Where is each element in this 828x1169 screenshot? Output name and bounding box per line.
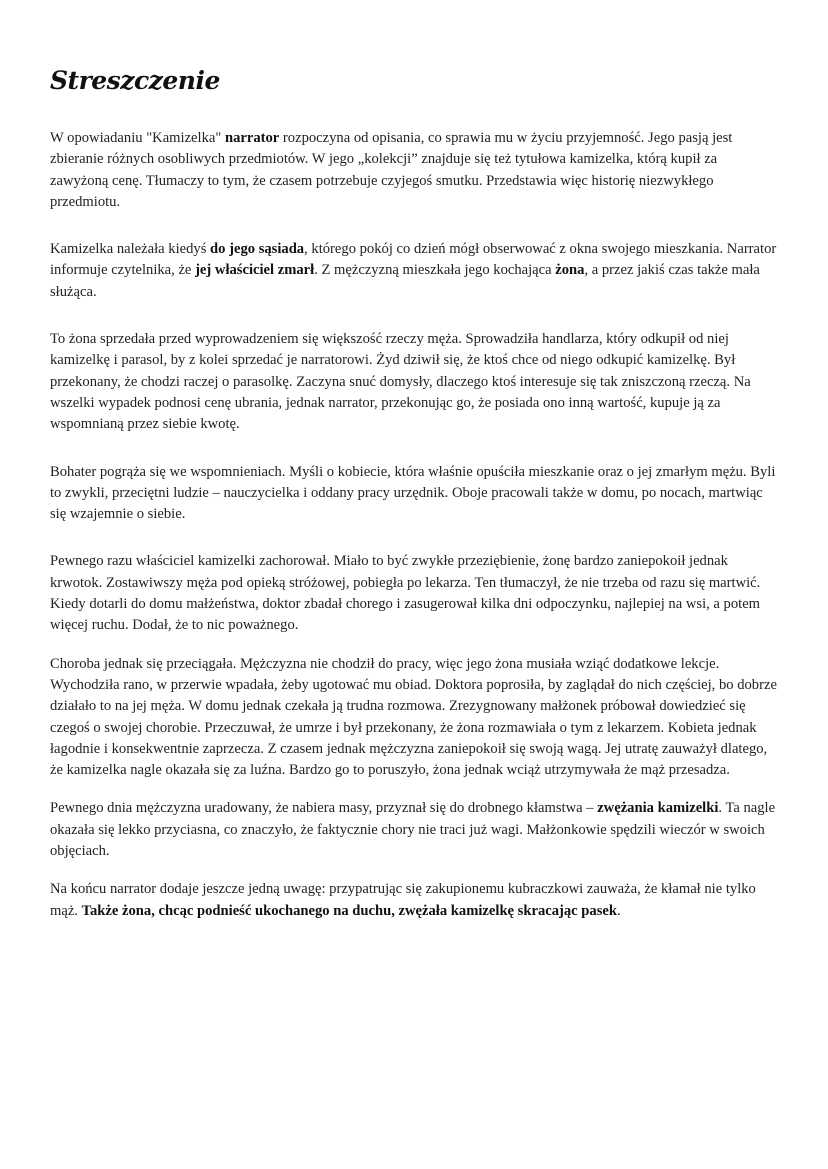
paragraph-text: . Z mężczyzną mieszkała jego kochająca	[314, 262, 556, 279]
paragraph-text: Na końcu narrator dodaje jeszcze jedną uwagę: przypatrując się zakupionemu kubraczkowi zauważa, że kłamał nie tylko mąż.	[50, 881, 756, 919]
bold-phrase: żona	[555, 262, 585, 279]
bold-phrase: do jego sąsiada	[210, 241, 305, 258]
paragraph-text: Pewnego razu właściciel kamizelki zachorował. Miało to być zwykłe przeziębienie, żonę bardzo zaniepokoił jednak krwotok. Zostawiwszy męża pod opieką stróżowej, pobiegła po lekarza. Ten tłumaczył, że nie trzeba od razu się martwić. Kiedy dotarli do domu małżeństwa, doktor zbadał chorego i zasugerował kilka dni odpoczynku, najlepiej na wsi, a potem więcej ruchu. Dodał, że to nic poważnego.	[50, 553, 761, 634]
paragraph-2	[50, 239, 778, 303]
paragraph-text: W opowiadaniu "Kamizelka"	[50, 130, 225, 146]
paragraph-text: .	[617, 902, 621, 919]
paragraph-text: . Ta nagle okazała się lekko przyciasna, co znaczyło, że faktycznie chory nie traci już wagi. Małżonkowie spędzili wieczór w swoich objęciach.	[50, 800, 776, 860]
paragraph-text: , a przez jakiś czas także mała służąca.	[50, 262, 760, 300]
paragraph-6	[50, 654, 778, 782]
bold-phrase: jej właściciel zmarł	[195, 262, 315, 279]
paragraph-text: Pewnego dnia mężczyzna uradowany, że nabiera masy, przyznał się do drobnego kłamstwa –	[50, 800, 598, 817]
paragraph-7	[50, 798, 778, 862]
paragraph-3	[50, 329, 778, 435]
paragraph-4	[50, 462, 778, 526]
paragraph-8	[50, 879, 778, 922]
paragraph-text: To żona sprzedała przed wyprowadzeniem się większość rzeczy męża. Sprowadziła handlarza, który odkupił od niej kamizelkę i parasol, by z kolei sprzedać je narratorowi. Żyd dziwił się, że ktoś chce od niego odkupić kamizelkę. Był przekonany, że chodzi raczej o parasolkę. Zaczyna snuć domysły, dlaczego ktoś interesuje się tak zniszczoną rzeczą. Na wszelki wypadek podnosi cenę ubrania, jednak narrator, przekonując go, że posiada ono inną wartość, kupuje ją za wspomnianą przez siebie kwotę.	[50, 331, 751, 433]
paragraph-text: rozpoczyna od opisania, co sprawia mu w życiu przyjemność. Jego pasją jest zbieranie różnych osobliwych przedmiotów. W jego „kolekcji” znajduje się też tytułowa kamizelka, którą kupił za zawyżoną cenę. Tłumaczy to tym, że czasem potrzebuje czyjegoś smutku. Przedstawia więc historię niezwykłego przedmiotu.	[50, 130, 733, 210]
paragraph-text: Bohater pogrąża się we wspomnieniach. Myśli o kobiecie, która właśnie opuściła mieszkanie oraz o jej zmarłym mężu. Byli to zwykli, przeciętni ludzie – nauczycielka i oddany pracy urzędnik. Oboje pracowali także w domu, po nocach, martwiąc się wzajemnie o siebie.	[50, 463, 776, 523]
paragraph-1	[50, 128, 778, 213]
paragraph-5	[50, 551, 778, 636]
paragraph-text: Kamizelka należała kiedyś	[50, 241, 211, 258]
paragraph-text: , którego pokój co dzień mógł obserwować z okna swojego mieszkania. Narrator informuje czytelnika, że	[50, 241, 777, 279]
bold-phrase: narrator	[224, 130, 280, 146]
bold-phrase: zwężania kamizelki	[597, 800, 719, 817]
bold-phrase: Także żona, chcąc podnieść ukochanego na duchu, zwężała kamizelkę skracając pasek	[81, 902, 617, 919]
page-title: Streszczenie	[50, 66, 220, 95]
paragraph-text: Choroba jednak się przeciągała. Mężczyzna nie chodził do pracy, więc jego żona musiała wziąć dodatkowe lekcje. Wychodziła rano, w przerwie wpadała, żeby ugotować mu obiad. Doktora poprosiła, by zaglądał do nich częściej, bo dobrze działało to na jej męża. W domu jednak czekała ją trudna rozmowa. Zrezygnowany małżonek próbował dowiedzieć się czegoś o swojej chorobie. Przeczuwał, że umrze i był przekonany, że żona rozmawiała o tym z lekarzem. Kobieta jednak łagodnie i konsekwentnie zaprzecza. Z czasem jednak mężczyzna zaniepokoił się swoją wagą. Jej utratę zauważył dlatego, że kamizelka nagle okazała się za luźna. Bardzo go to poruszyło, żona jednak wciąż utrzymywała że mąż przesadza.	[50, 655, 777, 779]
